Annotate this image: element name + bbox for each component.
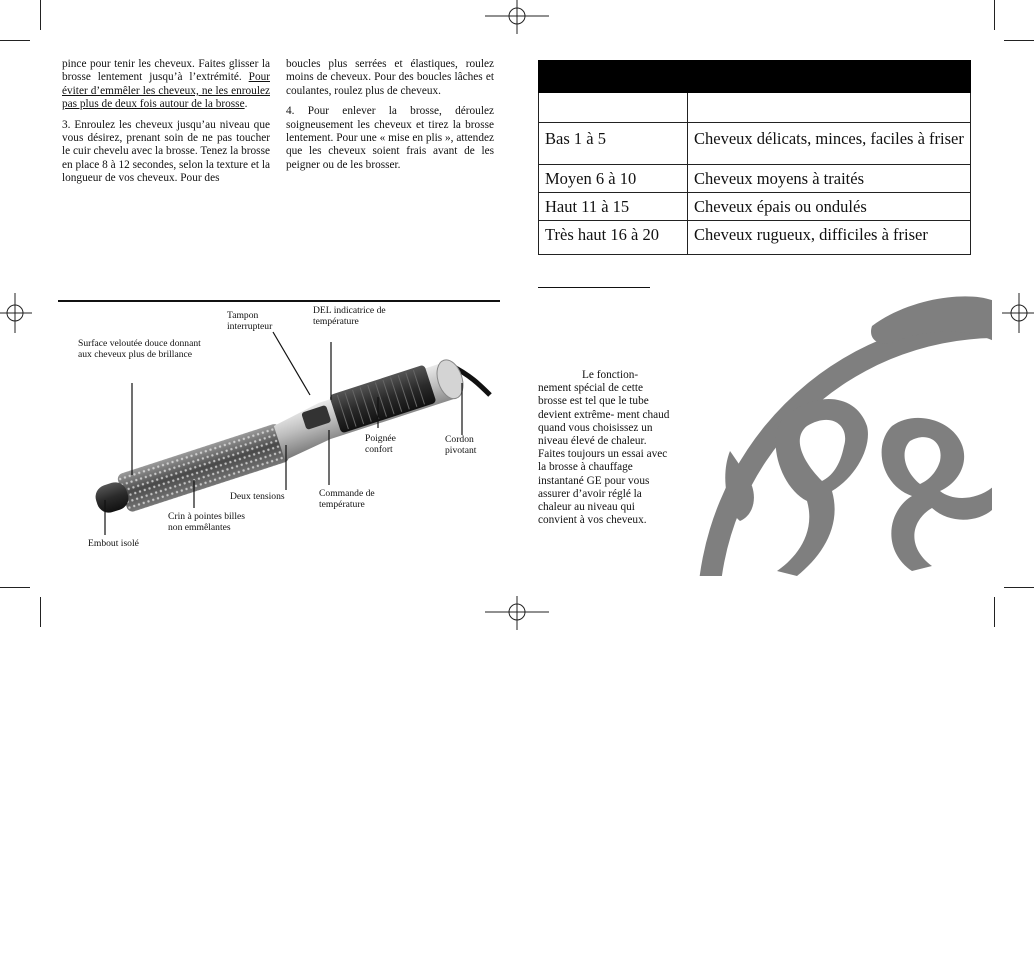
table-header-row: [539, 61, 971, 93]
hair-type: Cheveux moyens à traités: [688, 165, 971, 193]
callout-tampon: Tampon interrupteur: [227, 310, 273, 332]
heat-level: Très haut 16 à 20: [539, 221, 688, 255]
hair-type: Cheveux délicats, minces, faciles à friser: [688, 123, 971, 165]
paragraph: 4. Pour enlever la brosse, déroulez soigneusement les cheveux et tirez la brosse lentement. Pour une « mise en plis », attendez que les cheveux soient frais avant de les peigner ou de les brosser.: [286, 105, 494, 171]
heat-level: Bas 1 à 5: [539, 123, 688, 165]
paragraph: 3. Enroulez les cheveux jusqu’au niveau que vous désirez, prenant soin de ne pas toucher le cuir chevelu avec la brosse. Tenez la brosse en place 8 à 12 secondes, selon la texture et la longueur de vos cheveux. Pour des: [62, 118, 270, 185]
section-rule: [58, 300, 500, 302]
text-column-2: [286, 58, 494, 179]
callout-deux-tensions: Deux tensions: [230, 491, 285, 502]
heat-level: Moyen 6 à 10: [539, 165, 688, 193]
short-rule: [538, 287, 650, 288]
registration-mark-left: [0, 293, 32, 333]
paragraph: pince pour tenir les cheveux. Faites glisser la brosse lentement jusqu’à l’extrémité. Pour éviter d’emmêler les cheveux, ne les enroulez pas plus de deux fois autour de la brosse.: [62, 58, 270, 111]
registration-mark-top: [485, 0, 549, 34]
callout-surface: Surface veloutée douce donnant aux cheveux plus de brillance: [78, 338, 201, 360]
registration-mark-bottom: [485, 596, 549, 630]
crop-mark: [994, 0, 995, 30]
crop-mark: [1004, 40, 1034, 41]
crop-mark: [0, 40, 30, 41]
table-row: [539, 193, 971, 221]
heat-level: Haut 11 à 15: [539, 193, 688, 221]
ge-logo: [682, 286, 994, 578]
callout-cordon: Cordon pivotant: [445, 434, 477, 456]
table-row: [539, 123, 971, 165]
crop-mark: [40, 0, 41, 30]
crop-mark: [0, 587, 30, 588]
callout-commande: Commande de température: [319, 488, 375, 510]
safety-note: Le fonction- nement spécial de cette brosse est tel que le tube devient extrême- ment chaud quand vous choisissez un niveau élevé de chaleur. Faites toujours un essai avec la brosse à chauffage instantané GE pour vous assurer d’avoir réglé la chaleur au niveau qui convient à vos cheveux.: [538, 369, 670, 527]
crop-mark: [1004, 587, 1034, 588]
text-column-1: [62, 58, 270, 193]
heat-settings-table: [538, 60, 971, 255]
hair-type: Cheveux épais ou ondulés: [688, 193, 971, 221]
table-subheader-row: [539, 93, 971, 123]
crop-mark: [994, 597, 995, 627]
table-row: [539, 221, 971, 255]
callout-embout: Embout isolé: [88, 538, 139, 549]
callout-poignee: Poignée confort: [365, 433, 396, 455]
hair-type: Cheveux rugueux, difficiles à friser: [688, 221, 971, 255]
callout-del: DEL indicatrice de température: [313, 305, 386, 327]
table-row: [539, 165, 971, 193]
crop-mark: [40, 597, 41, 627]
callout-crin: Crin à pointes billes non emmêlantes: [168, 511, 246, 533]
paragraph: boucles plus serrées et élastiques, roulez moins de cheveux. Pour des boucles lâches et coulantes, roulez plus de cheveux.: [286, 58, 494, 97]
registration-mark-right: [1002, 293, 1034, 333]
underlined-warning: Pour éviter d’emmêler les cheveux, ne les enroulez pas plus de deux fois autour de la brosse: [62, 71, 270, 111]
